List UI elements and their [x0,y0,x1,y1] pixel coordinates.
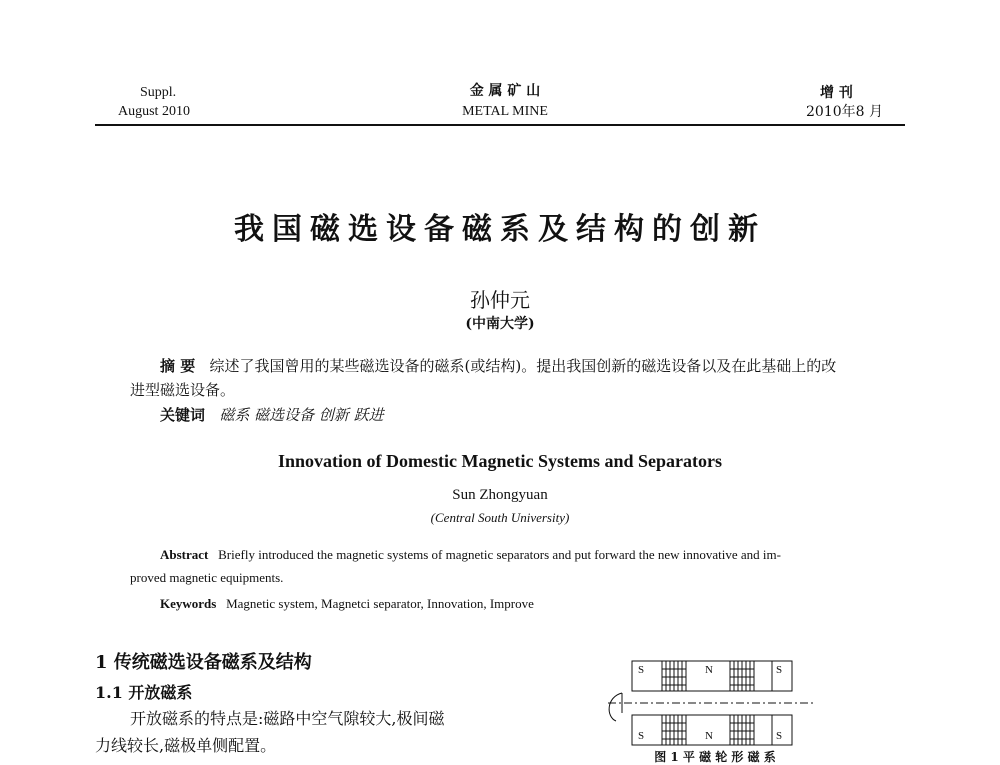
section-1-heading: 1 传统磁选设备磁系及结构 [95,652,312,673]
journal-name-en: METAL MINE [462,104,548,119]
section-1-1-para-line1: 开放磁系的特点是:磁路中空气隙较大,极间磁 [130,709,445,728]
abstract-en-text-line2: proved magnetic equipments. [130,570,284,585]
header-supplement-cn: 增 刊 [820,85,853,101]
figure-1-caption: 图 1 平 磁 轮 形 磁 系 [654,750,776,764]
pole-label-top-1: S [638,664,645,676]
figure-1 [600,655,820,760]
keywords-cn-label: 关键词 [160,406,206,424]
hatch-block-bottom-left [662,715,686,745]
abstract-cn [160,355,880,377]
affiliation-en: (Central South University) [430,510,570,525]
header-date-en: August 2010 [118,104,190,119]
pole-label-top-3: S [776,664,783,676]
header-suppl: Suppl. [140,85,177,100]
hatch-block-bottom-right [730,715,754,745]
keywords-en-items: Magnetic system, Magnetci separator, Innovation, Improve [226,596,534,611]
pole-label-bottom-3: S [776,730,783,742]
paper-title-en: Innovation of Domestic Magnetic Systems and Separators [278,451,722,471]
abstract-en-label: Abstract [160,547,209,562]
affiliation-cn: (中南大学) [465,316,535,332]
hatch-block-top-right [730,661,754,691]
rotation-arrow-icon [609,693,622,721]
hatch-block-top-left [662,661,686,691]
pole-label-bottom-2: N [705,730,713,742]
abstract-cn-text-line2: 进型磁选设备。 [130,381,236,399]
section-1-1-para-line2: 力线较长,磁极单侧配置。 [95,736,277,755]
section-1-1-heading: 1.1 开放磁系 [95,683,193,702]
keywords-cn [160,404,860,426]
keywords-en-label: Keywords [160,596,217,611]
header-date-cn: 2010年8 月 [806,104,883,120]
paper-title-cn: 我国磁选设备磁系及结构的创新 [234,212,766,247]
author-cn: 孙仲元 [470,288,530,312]
header-rule [95,124,905,126]
abstract-en [160,545,880,565]
keywords-en [160,596,880,612]
author-en: Sun Zhongyuan [452,487,548,503]
figure-1-drawing [600,655,820,760]
journal-name-cn: 金 属 矿 山 [469,83,541,99]
keywords-cn-items: 磁系 磁选设备 创新 跃进 [219,406,384,424]
pole-label-top-2: N [705,664,713,676]
abstract-cn-label: 摘 要 [160,357,196,375]
pole-label-bottom-1: S [638,730,645,742]
abstract-en-text-line1: Briefly introduced the magnetic systems of magnetic separators and put forward the new innovative and im- [218,547,781,562]
abstract-cn-text-line1: 综述了我国曾用的某些磁选设备的磁系(或结构)。提出我国创新的磁选设备以及在此基础上的改 [209,357,837,375]
